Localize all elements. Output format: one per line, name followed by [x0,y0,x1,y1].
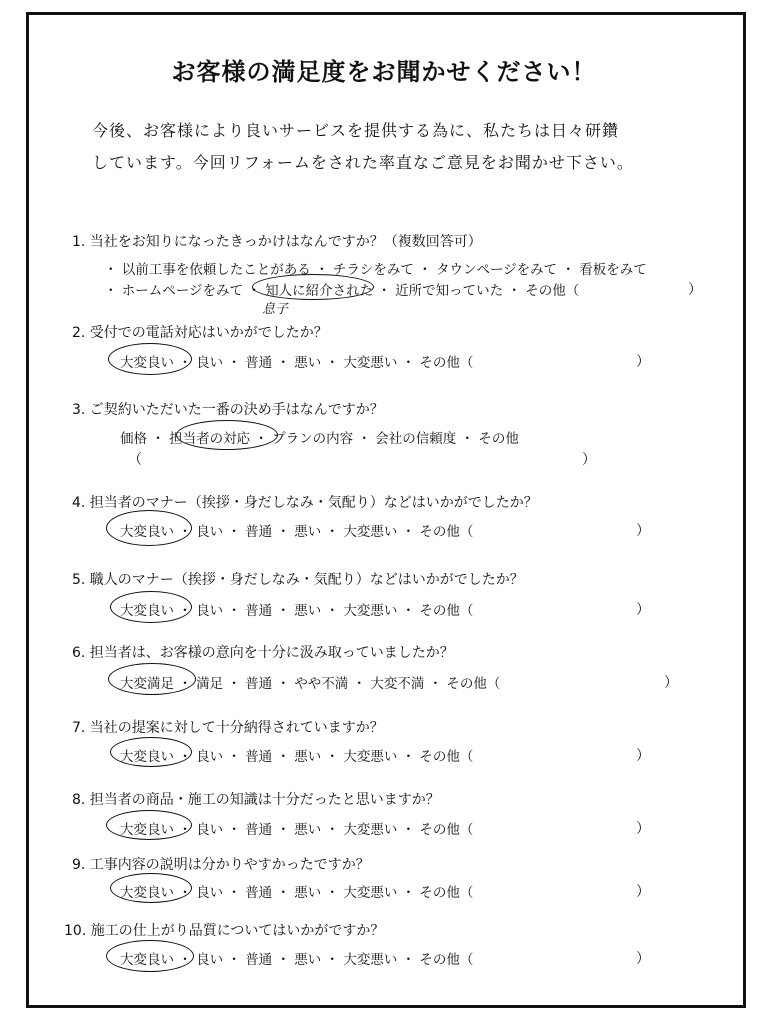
q7-options: 大変良い ・ 良い ・ 普通 ・ 悪い ・ 大変悪い ・ その他（ [120,749,474,765]
q4-close-paren: ） [636,523,650,539]
question-8: 8. 担当者の商品・施工の知識は十分だったと思いますか？ [72,792,440,808]
q5-options: 大変良い ・ 良い ・ 普通 ・ 悪い ・ 大変悪い ・ その他（ [120,603,474,619]
q10-close-paren: ） [636,951,650,967]
selection-circle [108,663,196,695]
question-4: 4. 担当者のマナー（挨拶・身だしなみ・気配り）などはいかがでしたか？ [72,495,538,511]
handwritten-note: 息子 [262,302,289,317]
q3-open-paren: （ [128,452,142,468]
q10-options: 大変良い ・ 良い ・ 普通 ・ 悪い ・ 大変悪い ・ その他（ [120,952,474,968]
q2-close-paren: ） [636,354,650,370]
intro-line-2: しています。今回リフォームをされた率直なご意見をお聞かせ下さい。 [92,153,634,172]
page-title: お客様の満足度をお聞かせください！ [171,58,597,86]
selection-circle [110,737,192,767]
q6-options: 大変満足 ・ 満足 ・ 普通 ・ やや不満 ・ 大変不満 ・ その他（ [120,676,501,692]
selection-circle [176,420,278,450]
q4-options: 大変良い ・ 良い ・ 普通 ・ 悪い ・ 大変悪い ・ その他（ [120,524,474,540]
selection-circle [106,510,192,546]
q3-close-paren: ） [582,452,596,468]
selection-circle [252,274,374,300]
q1-options-line-1: ・ 以前工事を依頼したことがある ・ チラシをみて ・ タウンページをみて ・ 看板をみて [104,262,647,278]
question-2: 2. 受付での電話対応はいかがでしたか？ [72,325,328,341]
question-10: 10. 施工の仕上がり品質についてはいかがですか？ [64,923,385,939]
q5-close-paren: ） [636,602,650,618]
question-6: 6. 担当者は、お客様の意向を十分に汲み取っていましたか？ [72,645,454,661]
question-9: 9. 工事内容の説明は分かりやすかったですか？ [72,857,370,873]
q3-options: 価格 ・ 担当者の対応 ・ プランの内容 ・ 会社の信頼度 ・ その他 [120,431,519,447]
q1-options-line-2: ・ ホームページをみて ・ 知人に紹介された ・ 近所で知っていた ・ その他（ [104,283,580,299]
q7-close-paren: ） [636,748,650,764]
q9-options: 大変良い ・ 良い ・ 普通 ・ 悪い ・ 大変悪い ・ その他（ [120,885,474,901]
question-7: 7. 当社の提案に対して十分納得されていますか？ [72,720,384,736]
intro-line-1: 今後、お客様により良いサービスを提供する為に、私たちは日々研鑽 [92,121,620,140]
q9-close-paren: ） [636,884,650,900]
q8-close-paren: ） [636,821,650,837]
selection-circle [110,591,192,623]
q8-options: 大変良い ・ 良い ・ 普通 ・ 悪い ・ 大変悪い ・ その他（ [120,822,474,838]
q1-close-paren: ） [688,282,702,298]
question-3: 3. ご契約いただいた一番の決め手はなんですか？ [72,402,384,418]
selection-circle [106,810,192,840]
question-5: 5. 職人のマナー（挨拶・身だしなみ・気配り）などはいかがでしたか？ [72,572,524,588]
selection-circle [108,343,192,375]
question-1: 1. 当社をお知りになったきっかけはなんですか？（複数回答可） [72,234,482,250]
selection-circle [110,873,192,903]
q6-close-paren: ） [664,675,678,691]
q2-options: 大変良い ・ 良い ・ 普通 ・ 悪い ・ 大変悪い ・ その他（ [120,355,474,371]
selection-circle [106,940,194,972]
